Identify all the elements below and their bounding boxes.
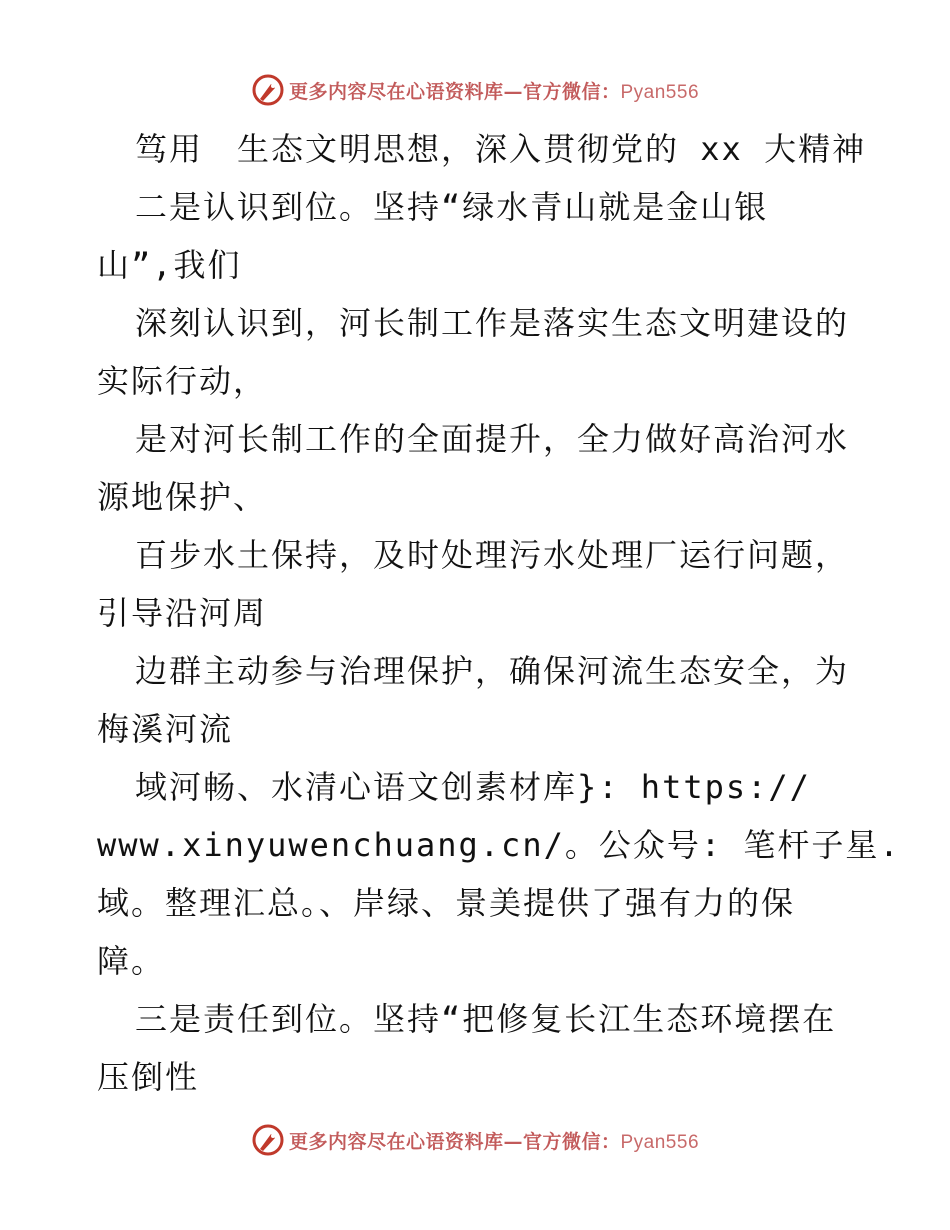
text-line: 边群主动参与治理保护，确保河流生态安全，为 (135, 652, 850, 690)
pen-nib-logo-icon (251, 1123, 285, 1157)
text-line: 深刻认识到，河长制工作是落实生态文明建设的 (135, 304, 850, 342)
text-line: 域。整理汇总。、岸绿、景美提供了强有力的保 (97, 884, 796, 922)
header-banner-text: 更多内容尽在心语资料库—官方微信：Pyan556 (288, 80, 700, 103)
text-line: 三是责任到位。坚持“把修复长江生态环境摆在 (135, 1000, 837, 1038)
text-line: 实际行动， (97, 362, 268, 400)
text-line: 引导沿河周 (97, 594, 268, 632)
footer-banner-text: 更多内容尽在心语资料库—官方微信：Pyan556 (288, 1130, 700, 1153)
text-line: 山”,我们 (97, 246, 242, 284)
header-banner (0, 70, 950, 110)
text-line: 是对河长制工作的全面提升，全力做好高治河水 (135, 420, 850, 458)
text-line: 笃用 生态文明思想，深入贯彻党的 xx 大精神 (135, 130, 867, 168)
footer-banner (0, 1120, 950, 1160)
text-line: 梅溪河流 (97, 710, 234, 748)
text-line: 压倒性 (97, 1058, 200, 1096)
text-line: 百步水土保持，及时处理污水处理厂运行问题， (135, 536, 850, 574)
text-line: 二是认识到位。坚持“绿水青山就是金山银 (135, 188, 769, 226)
text-line: 源地保护、 (97, 478, 268, 516)
text-line: www.xinyuwenchuang.cn/。公众号: 笔杆子星. (97, 826, 901, 864)
pen-nib-logo-icon (251, 73, 285, 107)
text-line: 域河畅、水清心语文创素材库}: https:// (135, 768, 811, 806)
document-body (97, 120, 901, 1106)
text-line: 障。 (97, 942, 166, 980)
